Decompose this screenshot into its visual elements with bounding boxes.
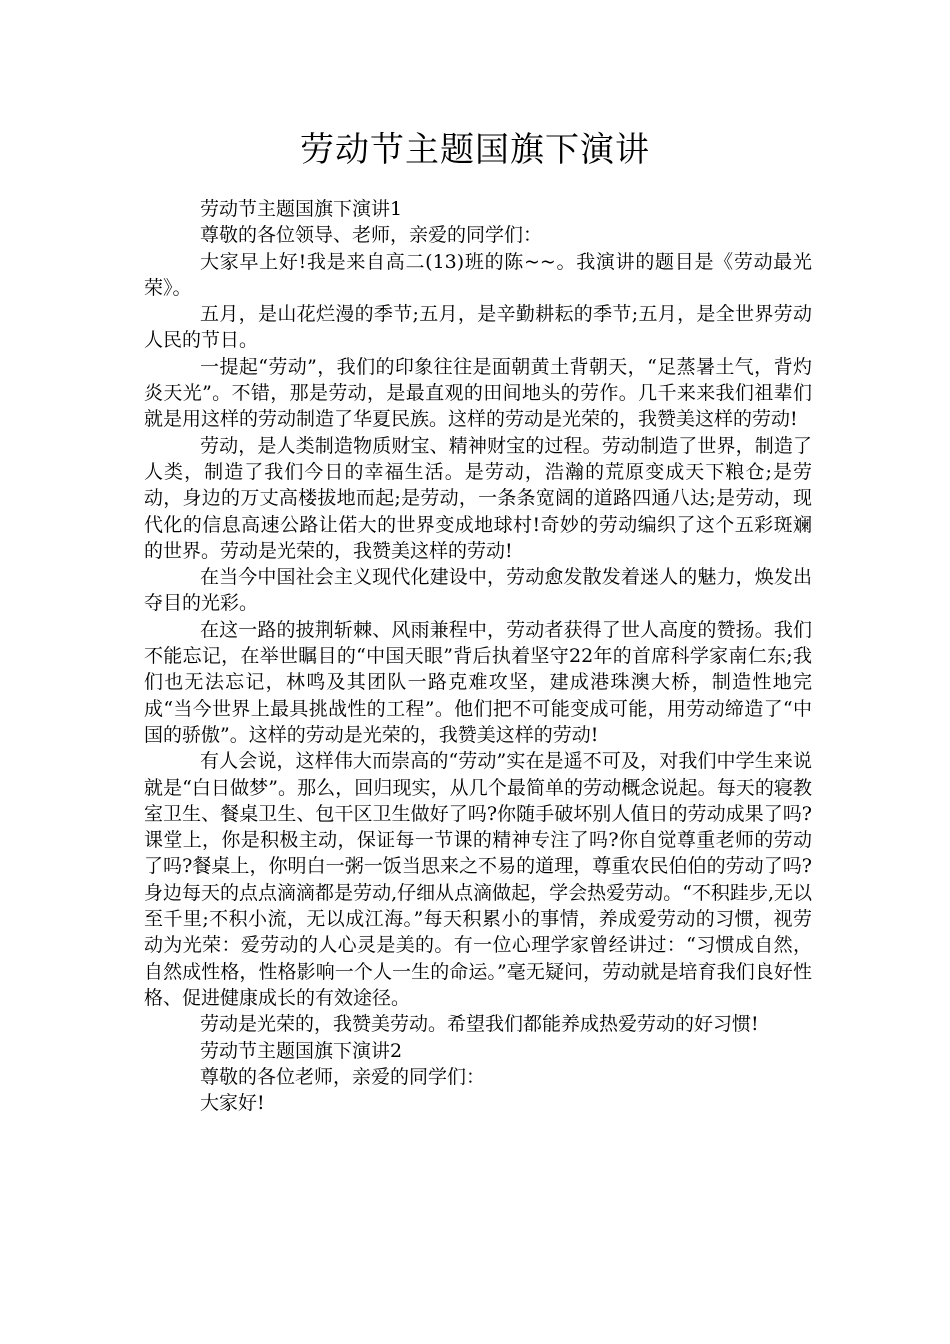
- paragraph: 在这一路的披荆斩棘、风雨兼程中，劳动者获得了世人高度的赞扬。我们不能忘记，在举世瞩目的“中国天眼”背后执着坚守22年的首席科学家南仁东;我们也无法忘记，林鸣及其团队一路克难攻坚，建成港珠澳大桥，制造性地完成“当今世界上最具挑战性的工程”。他们把不可能变成可能，用劳动缔造了“中国的骄傲”。这样的劳动是光荣的，我赞美这样的劳动!: [144, 618, 812, 746]
- paragraph: 大家早上好!我是来自高二(13)班的陈~~。我演讲的题目是《劳动最光荣》。: [144, 250, 812, 299]
- paragraph: 有人会说，这样伟大而崇高的“劳动”实在是遥不可及，对我们中学生来说就是“白日做梦”。那么，回归现实，从几个最简单的劳动概念说起。每天的寝教室卫生、餐桌卫生、包干区卫生做好了吗?你随手破坏别人值日的劳动成果了吗?课堂上，你是积极主动，保证每一节课的精神专注了吗?你自觉尊重老师的劳动了吗?餐桌上，你明白一粥一饭当思来之不易的道理，尊重农民伯伯的劳动了吗?身边每天的点点滴滴都是劳动,仔细从点滴做起，学会热爱劳动。“不积跬步,无以至千里;不积小流，无以成江海。”每天积累小的事情，养成爱劳动的习惯，视劳动为光荣：爱劳动的人心灵是美的。有一位心理学家曾经讲过：“习惯成自然，自然成性格，性格影响一个人一生的命运。”毫无疑问，劳动就是培育我们良好性格、促进健康成长的有效途径。: [144, 750, 812, 1009]
- paragraph: 一提起“劳动”，我们的印象往往是面朝黄土背朝天，“足蒸暑土气，背灼炎天光”。不错，那是劳动，是最直观的田间地头的劳作。几千来来我们祖辈们就是用这样的劳动制造了华夏民族。这样的劳动是光荣的，我赞美这样的劳动!: [144, 355, 812, 431]
- section-heading: 劳动节主题国旗下演讲1: [200, 198, 403, 220]
- salutation: 尊敬的各位老师，亲爱的同学们：: [200, 1065, 486, 1088]
- section-heading: 劳动节主题国旗下演讲2: [200, 1039, 403, 1062]
- document-body: [144, 196, 812, 1116]
- paragraph: 劳动是光荣的，我赞美劳动。希望我们都能养成热爱劳动的好习惯!: [200, 1013, 759, 1036]
- document-title: 劳动节主题国旗下演讲: [300, 130, 650, 170]
- paragraph: 劳动，是人类制造物质财宝、精神财宝的过程。劳动制造了世界，制造了人类，制造了我们今日的幸福生活。是劳动，浩瀚的荒原变成天下粮仓;是劳动，身边的万丈高楼拔地而起;是劳动，一条条宽阔的道路四通八达;是劳动，现代化的信息高速公路让偌大的世界变成地球村!奇妙的劳动编织了这个五彩斑斓的世界。劳动是光荣的，我赞美这样的劳动!: [144, 434, 812, 562]
- paragraph: 在当今中国社会主义现代化建设中，劳动愈发散发着迷人的魅力，焕发出夺目的光彩。: [144, 566, 812, 615]
- paragraph: 五月，是山花烂漫的季节;五月，是辛勤耕耘的季节;五月，是全世界劳动人民的节日。: [144, 303, 812, 352]
- paragraph: 大家好!: [200, 1092, 265, 1115]
- salutation: 尊敬的各位领导、老师，亲爱的同学们：: [200, 224, 543, 247]
